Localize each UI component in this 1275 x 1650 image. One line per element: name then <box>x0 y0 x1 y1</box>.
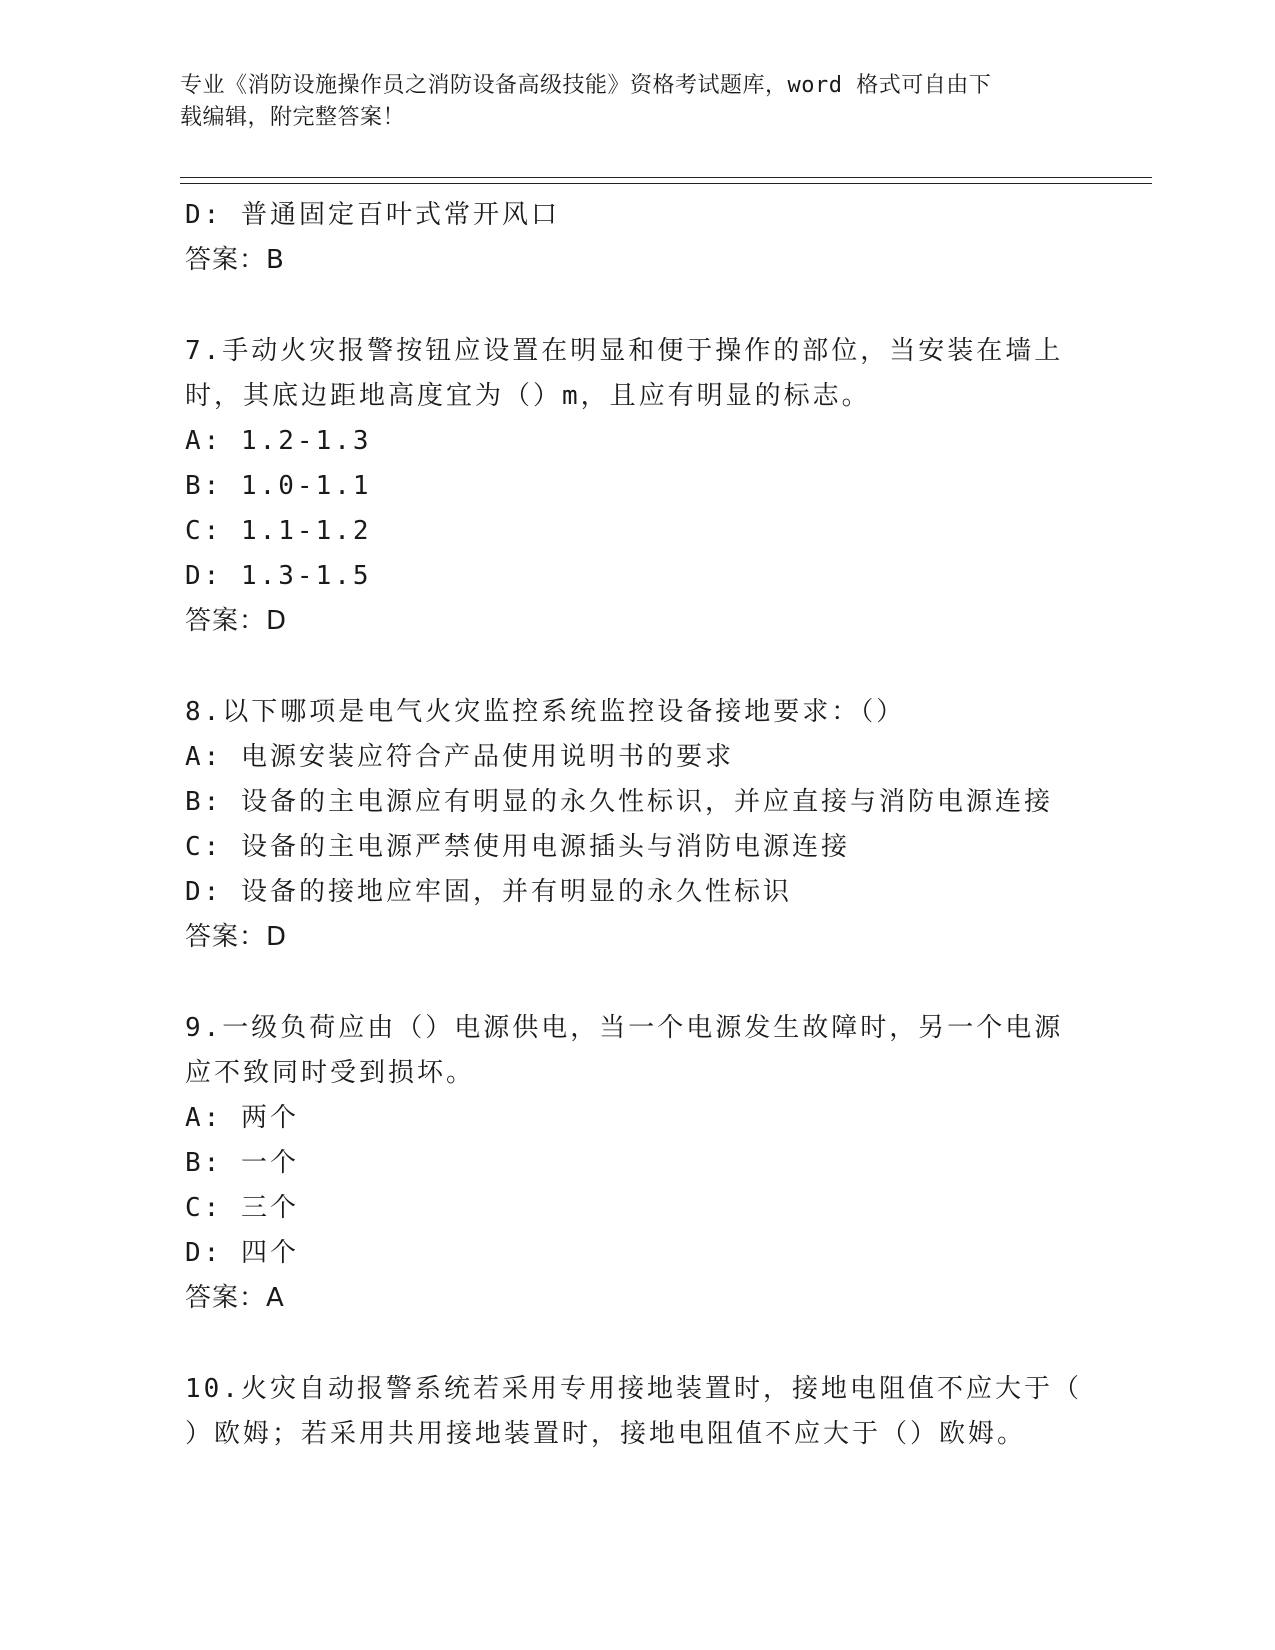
option-d: D: 四个 <box>185 1238 299 1268</box>
question-9 <box>185 1006 1085 1321</box>
option-b: B: 1.0-1.1 <box>185 471 372 501</box>
question-10 <box>185 1367 1085 1457</box>
option-c: C: 设备的主电源严禁使用电源插头与消防电源连接 <box>185 832 850 862</box>
option-a: A: 电源安装应符合产品使用说明书的要求 <box>185 742 734 772</box>
option-a: A: 两个 <box>185 1103 299 1133</box>
option-b: B: 一个 <box>185 1148 299 1178</box>
option-a: A: 1.2-1.3 <box>185 426 372 456</box>
header-line-1: 专业《消防设施操作员之消防设备高级技能》资格考试题库，word 格式可自由下 <box>180 73 992 98</box>
option-d: D: 设备的接地应牢固，并有明显的永久性标识 <box>185 877 792 907</box>
spacer <box>185 283 1085 329</box>
option-b: B: 设备的主电源应有明显的永久性标识，并应直接与消防电源连接 <box>185 787 1053 817</box>
question-7 <box>185 329 1085 644</box>
q6-answer: 答案：B <box>185 245 285 275</box>
header-rule-bottom <box>180 183 1152 184</box>
question-content <box>185 193 1085 1457</box>
option-c: C: 1.1-1.2 <box>185 516 372 546</box>
header-rule-top <box>180 177 1152 178</box>
question-stem-line: 9.一级负荷应由（）电源供电，当一个电源发生故障时，另一个电源 <box>185 1013 1064 1043</box>
question-stem-line: 8.以下哪项是电气火灾监控系统监控设备接地要求：（） <box>185 697 906 727</box>
page-header <box>180 70 1060 134</box>
q6-option-d: D: 普通固定百叶式常开风口 <box>185 200 560 230</box>
spacer <box>185 1321 1085 1367</box>
option-d: D: 1.3-1.5 <box>185 561 372 591</box>
answer: 答案：D <box>185 606 288 636</box>
question-8 <box>185 690 1085 960</box>
option-c: C: 三个 <box>185 1193 299 1223</box>
question-stem-line: 时，其底边距地高度宜为（）m，且应有明显的标志。 <box>185 381 871 411</box>
answer: 答案：A <box>185 1283 285 1313</box>
spacer <box>185 960 1085 1006</box>
question-stem-line: ）欧姆；若采用共用接地装置时，接地电阻值不应大于（）欧姆。 <box>185 1419 1027 1449</box>
question-stem-line: 10.火灾自动报警系统若采用专用接地装置时，接地电阻值不应大于（ <box>185 1374 1082 1404</box>
spacer <box>185 644 1085 690</box>
question-stem-line: 应不致同时受到损坏。 <box>185 1058 476 1088</box>
question-stem-line: 7.手动火灾报警按钮应设置在明显和便于操作的部位，当安装在墙上 <box>185 336 1064 366</box>
header-line-2: 载编辑，附完整答案！ <box>180 105 406 130</box>
answer: 答案：D <box>185 922 288 952</box>
